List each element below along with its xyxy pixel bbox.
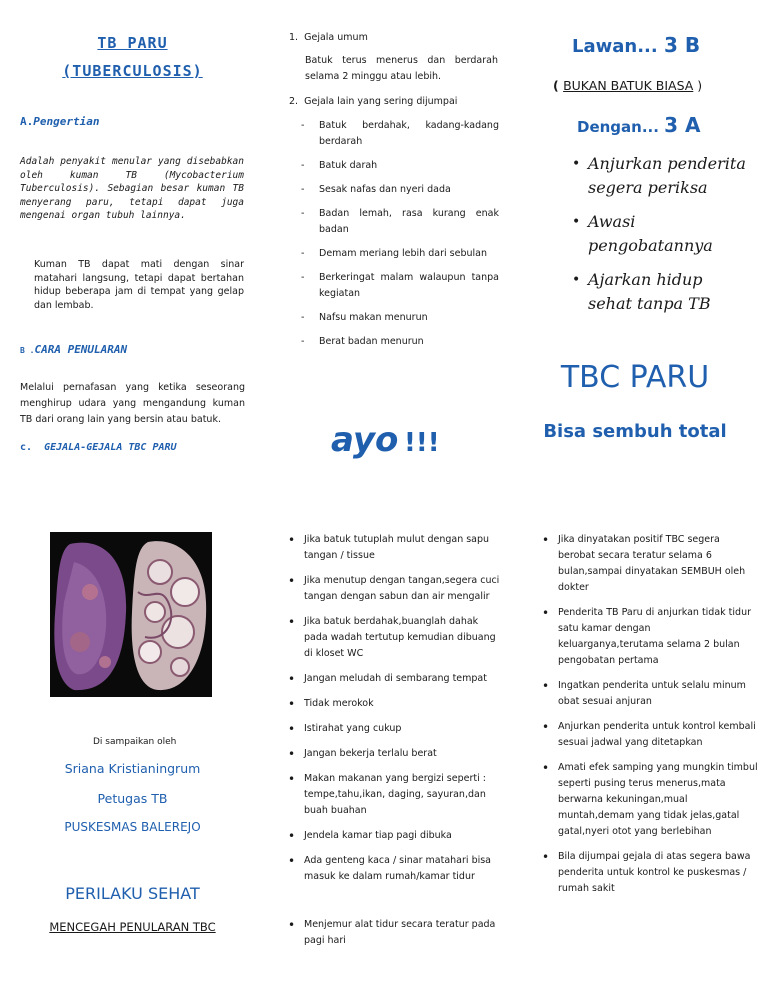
list-item: - Demam meriang lebih dari sebulan: [301, 246, 499, 262]
last-tip-list: [286, 917, 501, 949]
three-a-list: [570, 152, 750, 326]
tb-lung-specimen-photo: [50, 532, 212, 697]
section-c-heading: [20, 442, 177, 453]
lung-specimen-illustration: [50, 532, 212, 697]
bukan-batuk-line: [553, 78, 702, 93]
ayo-exclamation: !!!: [404, 428, 440, 458]
list-item: • Anjurkan penderita segera periksa: [570, 152, 750, 200]
advice-list: [540, 532, 758, 906]
item2-heading: [289, 94, 457, 110]
lawan-heading: [572, 33, 700, 57]
list-item: • Jika batuk tutuplah mulut dengan sapu tangan / tissue: [286, 532, 501, 564]
list-item: - Sesak nafas dan nyeri dada: [301, 182, 499, 198]
list-item: - Batuk berdahak, kadang-kadang berdarah: [301, 118, 499, 150]
item1-heading: [289, 30, 368, 46]
presenter-org: PUSKESMAS BALEREJO: [64, 820, 201, 834]
list-item: - Badan lemah, rasa kurang enak badan: [301, 206, 499, 238]
presented-by: Di sampaikan oleh: [93, 737, 177, 747]
tbc-subtitle: Bisa sembuh total: [543, 421, 727, 442]
paren-open: (: [553, 78, 564, 93]
list-item: • Jika batuk berdahak,buanglah dahak pada wadah tertutup kemudian dibuang di kloset WC: [286, 614, 501, 662]
item2-number: 2.: [289, 96, 299, 107]
list-item: • Jika menutup dengan tangan,segera cuci tangan dengan sabun dan air mengalir: [286, 573, 501, 605]
list-item: • Ingatkan penderita untuk selalu minum obat sesuai anjuran: [540, 678, 758, 710]
list-item: • Bila dijumpai gejala di atas segera bawa penderita untuk kontrol ke puskesmas / rumah sakit: [540, 849, 758, 897]
perilaku-title: PERILAKU SEHAT: [65, 884, 200, 903]
list-item: • Menjemur alat tidur secara teratur pada pagi hari: [286, 917, 501, 949]
list-item: • Jendela kamar tiap pagi dibuka: [286, 828, 501, 844]
section-b-heading: [20, 343, 127, 356]
list-item: - Batuk darah: [301, 158, 499, 174]
bukan-batuk-text: BUKAN BATUK BIASA: [563, 78, 694, 93]
section-b-title: CARA PENULARAN: [34, 343, 128, 356]
dengan-heading: [577, 113, 701, 137]
symptom-list: [301, 118, 499, 358]
dengan-text: Dengan...: [577, 118, 665, 136]
item1-title: Gejala umum: [304, 32, 368, 43]
section-a-title: Pengertian: [33, 115, 100, 128]
item2-title: Gejala lain yang sering dijumpai: [304, 96, 458, 107]
ayo-word: ayo: [331, 420, 399, 460]
ayo-banner: [331, 420, 440, 460]
item1-number: 1.: [289, 32, 299, 43]
tips-list: [286, 532, 501, 894]
dengan-3a: 3 A: [664, 113, 701, 137]
title-tuberculosis: (TUBERCULOSIS): [62, 62, 203, 80]
section-c-letter: c.: [20, 442, 33, 453]
list-item: • Ada genteng kaca / sinar matahari bisa masuk ke dalam rumah/kamar tidur: [286, 853, 501, 885]
list-item: • Awasi pengobatannya: [570, 210, 750, 258]
presenter-role: Petugas TB: [97, 791, 168, 806]
section-b-letter: B .: [20, 346, 35, 355]
definition-text: Adalah penyakit menular yang disebabkan oleh kuman TB (Mycobacterium Tuberculosis). Sebagian besar kuman TB menyerang paru, tetapi dapat juga mengenai organ tubuh lainnya.: [20, 156, 244, 221]
paren-close: ): [693, 78, 703, 93]
list-item: • Makan makanan yang bergizi seperti : tempe,tahu,ikan, daging, sayuran,dan buah buahan: [286, 771, 501, 819]
section-c-title: GEJALA-GEJALA TBC PARU: [44, 442, 177, 453]
list-item: • Anjurkan penderita untuk kontrol kembali sesuai jadwal yang ditetapkan: [540, 719, 758, 751]
item1-text: Batuk terus menerus dan berdarah selama 2 minggu atau lebih.: [305, 55, 498, 82]
list-item: - Berkeringat malam walaupun tanpa kegiatan: [301, 270, 499, 302]
penularan-text: Melalui pernafasan yang ketika seseorang menghirup udara yang mengandung kuman TB dari orang lain yang bersin atau batuk.: [20, 382, 245, 425]
perilaku-subtitle: MENCEGAH PENULARAN TBC: [49, 920, 216, 934]
lawan-3b: 3 B: [664, 33, 701, 57]
list-item: - Nafsu makan menurun: [301, 310, 499, 326]
list-item: • Jika dinyatakan positif TBC segera berobat secara teratur selama 6 bulan,sampai dinyatakan SEMBUH oleh dokter: [540, 532, 758, 596]
list-item: • Penderita TB Paru di anjurkan tidak tidur satu kamar dengan keluarganya,terutama selama 2 bulan pengobatan pertama: [540, 605, 758, 669]
list-item: • Jangan meludah di sembarang tempat: [286, 671, 501, 687]
kuman-text: Kuman TB dapat mati dengan sinar matahari langsung, tetapi dapat bertahan hidup beberapa jam di tempat yang gelap dan lembab.: [34, 259, 244, 311]
tbc-paru-title: TBC PARU: [560, 360, 710, 395]
section-a-heading: [20, 115, 99, 128]
title-tb-paru: TB PARU: [97, 34, 168, 52]
list-item: • Jangan bekerja terlalu berat: [286, 746, 501, 762]
list-item: - Berat badan menurun: [301, 334, 499, 350]
list-item: • Istirahat yang cukup: [286, 721, 501, 737]
presenter-name: Sriana Kristianingrum: [64, 761, 201, 776]
list-item: • Ajarkan hidup sehat tanpa TB: [570, 268, 750, 316]
lawan-text: Lawan...: [572, 36, 664, 57]
section-a-letter: A.: [20, 115, 34, 128]
list-item: • Amati efek samping yang mungkin timbul seperti pusing terus menerus,mata berwarna kekuningan,mual muntah,demam yang tidak jelas,gatal gatal,nyeri otot yang berlebihan: [540, 760, 758, 840]
list-item: • Tidak merokok: [286, 696, 501, 712]
